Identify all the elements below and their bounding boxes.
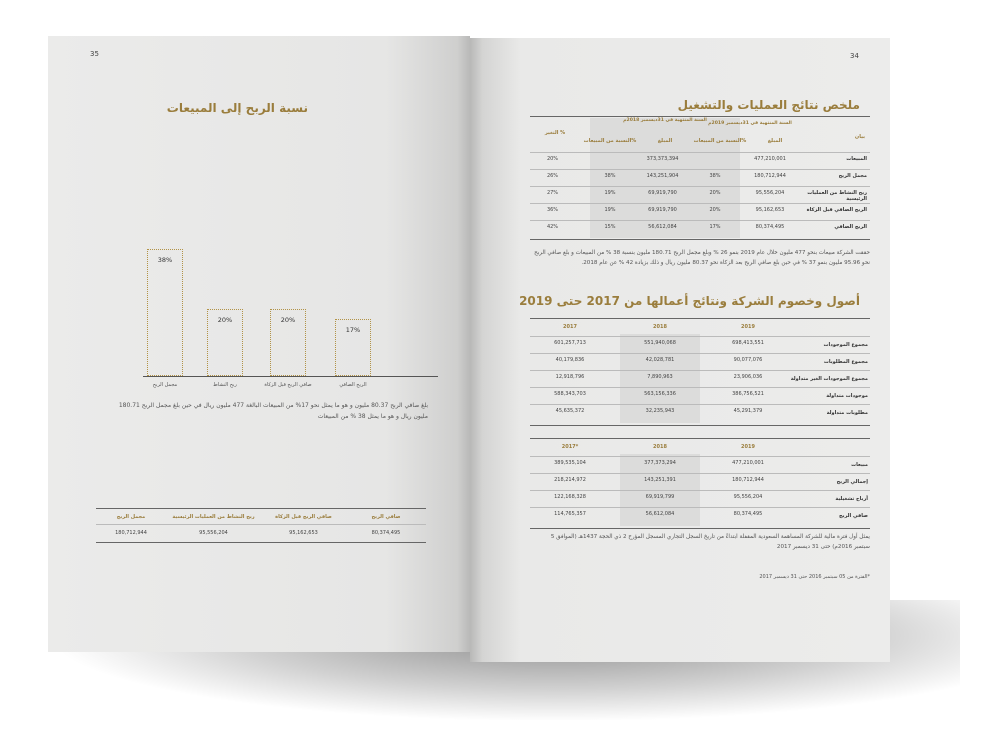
ops-cell: 26% — [546, 173, 559, 179]
assets-cell: 42,028,781 — [645, 357, 675, 363]
ops-cell: 69,919,790 — [648, 190, 677, 196]
ops-row-label: الربح الصافي — [834, 224, 867, 230]
ops-group-2018: السنة المنتهية في 31ديسمبر 2018م — [623, 118, 707, 123]
assets-row-rule — [530, 336, 870, 337]
summary-header-cell: صافي الربح — [371, 514, 401, 520]
ops-sub-pct-2019: النسبة من المبيعات% — [693, 138, 747, 144]
ops-row-label: مجمل الربح — [838, 173, 867, 179]
bar — [270, 309, 306, 376]
ops-cell: 95,556,204 — [755, 190, 785, 196]
ops-row-rule — [530, 152, 870, 153]
bar — [147, 249, 183, 376]
results-cell: 69,919,799 — [645, 494, 675, 500]
summary-header-cell: صافي الربح قبل الزكاة — [275, 514, 332, 520]
footnote: *الفترة من 05 سبتمبر 2016 حتى 31 ديسمبر 2017 — [759, 574, 870, 580]
bar-value-label: 20% — [280, 316, 296, 325]
ops-sub-amount-2018: المبلغ — [657, 138, 673, 144]
assets-cell: 601,257,713 — [554, 340, 586, 346]
results-year-header: 2019 — [741, 444, 755, 450]
ops-row-label: المبيعات — [846, 156, 867, 162]
bar-value-label: 17% — [345, 326, 361, 335]
assets-row-rule — [530, 387, 870, 388]
results-cell: 218,214,972 — [554, 477, 586, 483]
results-row-label: إجمالي الربح — [836, 479, 868, 485]
assets-paragraph: يمثل أول فترة مالية للشركة المساهمة السعودية المقفلة ابتداءً من تاريخ السجل التجاري المسجل المؤرخ 2 ذي الحجة 1437هـ (الموافق 5 سبتمبر 2016م) حتى 31 ديسمبر 2017 — [550, 534, 870, 550]
assets-cell: 23,906,036 — [733, 374, 763, 380]
summary-value-cell: 95,162,653 — [289, 530, 318, 536]
ops-row-label: الربح الصافي قبل الزكاة — [806, 207, 867, 213]
chart-baseline — [143, 376, 438, 377]
summary-value-cell: 180,712,944 — [115, 530, 147, 536]
assets-cell: 386,756,521 — [732, 391, 764, 397]
assets-cell: 45,635,372 — [555, 408, 585, 414]
ops-cell: 180,712,944 — [754, 173, 786, 179]
ops-summary-title: ملخص نتائج العمليات والتشغيل — [677, 98, 860, 112]
results-cell: 122,168,328 — [554, 494, 586, 500]
category-label: ربح النشاط — [213, 382, 237, 388]
summary-table-values — [96, 530, 426, 536]
results-row-rule — [530, 473, 870, 474]
summary-value-cell: 95,556,204 — [199, 530, 228, 536]
chart-description: بلغ صافي الربح 80.37 مليون و هو ما يمثل نحو 17% من المبيعات البالغة 477 مليون ريال في حين بلغ مجمل الربح 180.71 مليون ريال و هو ما يمثل 38 % من المبيعات — [118, 402, 428, 420]
assets-row-label: موجودات متداولة — [826, 393, 868, 399]
assets-year-header: 2018 — [653, 324, 667, 330]
ops-cell: 38% — [604, 173, 616, 179]
bar — [335, 319, 371, 376]
summary-table-bottom-rule — [96, 542, 426, 543]
ops-cell: 42% — [546, 224, 559, 230]
assets-row-label: مطلوبات متداولة — [826, 410, 868, 416]
assets-cell: 563,156,336 — [644, 391, 676, 397]
ops-cell: 17% — [709, 224, 721, 230]
category-label: صافي الربح قبل الزكاة — [264, 382, 312, 388]
summary-value-cell: 80,374,495 — [371, 530, 401, 536]
bar — [207, 309, 243, 376]
ops-row-rule — [530, 169, 870, 170]
summary-header-cell: مجمل الربح — [116, 514, 146, 520]
ops-table-top-rule — [530, 116, 870, 117]
results-table-top-rule — [530, 438, 870, 439]
results-cell: 477,210,001 — [732, 460, 764, 466]
ops-row-label: ربح النشاط من العمليات الرئيسية — [807, 190, 867, 202]
assets-row-rule — [530, 370, 870, 371]
ops-cell: 15% — [604, 224, 616, 230]
results-cell: 114,765,357 — [554, 511, 586, 517]
ops-cell: 143,251,904 — [646, 173, 679, 179]
results-row-rule — [530, 507, 870, 508]
chart-title: نسبة الربح إلى المبيعات — [166, 101, 308, 115]
left-page — [48, 36, 470, 652]
ops-row-rule — [530, 220, 870, 221]
assets-cell: 45,291,379 — [733, 408, 763, 414]
results-row-rule — [530, 456, 870, 457]
summary-header-cell: ربح النشاط من العمليات الرئيسية — [172, 514, 255, 520]
ops-col-change: التغير % — [544, 130, 566, 136]
results-cell: 80,374,495 — [733, 511, 763, 517]
assets-cell: 698,413,551 — [732, 340, 764, 346]
ops-cell: 80,374,495 — [755, 224, 785, 230]
ops-cell: 36% — [546, 207, 559, 213]
assets-row-label: مجموع الموجودات الغير متداولة — [790, 376, 868, 382]
ops-row-rule — [530, 203, 870, 204]
ops-cell: 56,612,084 — [648, 224, 677, 230]
results-cell: 377,373,294 — [644, 460, 676, 466]
results-cell: 56,612,084 — [645, 511, 675, 517]
results-row-label: أرباح تشغيلية — [835, 496, 868, 502]
summary-table-top-rule — [96, 508, 426, 509]
ops-cell: 27% — [546, 190, 559, 196]
results-row-label: مبيعات — [851, 462, 868, 468]
results-year-header: 2018 — [653, 444, 667, 450]
ops-cell: 38% — [709, 173, 721, 179]
ops-cell: 95,162,653 — [755, 207, 785, 213]
results-bottom-rule — [530, 528, 870, 529]
category-label: الربح الصافي — [339, 382, 367, 388]
assets-cell: 588,343,703 — [554, 391, 586, 397]
ops-cell: 373,373,394 — [646, 156, 679, 162]
ops-cell: 69,919,790 — [648, 207, 677, 213]
results-cell: 143,251,391 — [644, 477, 676, 483]
summary-table-mid-rule — [96, 524, 426, 525]
results-row-rule — [530, 490, 870, 491]
bar-value-label: 38% — [157, 256, 173, 265]
ops-sub-pct-2018: النسبة من المبيعات% — [583, 138, 637, 144]
right-page — [470, 38, 890, 662]
assets-cell: 12,918,796 — [555, 374, 585, 380]
assets-table-top-rule — [530, 318, 870, 319]
ops-cell: 20% — [709, 207, 721, 213]
assets-year-header: 2017 — [563, 324, 577, 330]
ops-table-bottom-rule — [530, 239, 870, 240]
results-cell: 389,535,104 — [554, 460, 586, 466]
ops-sub-amount-2019: المبلغ — [767, 138, 783, 144]
ops-row-rule — [530, 186, 870, 187]
ops-cell: 19% — [604, 190, 616, 196]
page-number-left: 35 — [90, 50, 99, 58]
assets-title: أصول وخصوم الشركة ونتائج أعمالها من 2017 حتى 2019 — [519, 294, 860, 308]
ops-cell: 19% — [604, 207, 616, 213]
assets-cell: 32,235,943 — [645, 408, 675, 414]
page-number-right: 34 — [850, 52, 859, 60]
assets-bottom-rule — [530, 425, 870, 426]
ops-cell: 20% — [546, 156, 559, 162]
category-label: مجمل الربح — [152, 382, 178, 388]
results-year-header: 2017* — [561, 444, 579, 450]
results-cell: 180,712,944 — [732, 477, 764, 483]
ops-paragraph: حققت الشركة مبيعات بنحو 477 مليون خلال عام 2019 بنمو 26 % وبلغ مجمل الربح 180.71 مليون بنسبة 38 % من المبيعات و بلغ صافي الربح نحو 95.96 مليون بنمو 37 % في حين بلغ صافي الربح بعد الزكاة نحو 80.37 مليون ريال و ذلك بزيادة 42 % عن عام 2018. — [534, 250, 870, 266]
assets-cell: 90,077,076 — [733, 357, 763, 363]
assets-row-label: مجموع الموجودات — [823, 342, 868, 348]
results-cell: 95,556,204 — [733, 494, 763, 500]
results-row-label: صافي الربح — [839, 513, 868, 519]
assets-year-header: 2019 — [741, 324, 755, 330]
assets-row-rule — [530, 353, 870, 354]
ops-col-label: بيان — [854, 134, 865, 140]
ops-group-2019: السنة المنتهية في 31ديسمبر 2019م — [708, 121, 792, 126]
assets-row-rule — [530, 404, 870, 405]
summary-table-header — [96, 514, 426, 520]
bar-value-label: 20% — [217, 316, 233, 325]
assets-cell: 7,890,963 — [647, 374, 673, 380]
ops-cell: 20% — [709, 190, 721, 196]
assets-cell: 551,940,068 — [644, 340, 676, 346]
assets-cell: 40,179,836 — [555, 357, 585, 363]
ops-cell: 477,210,001 — [754, 156, 786, 162]
assets-row-label: مجموع المطلوبات — [823, 359, 868, 365]
